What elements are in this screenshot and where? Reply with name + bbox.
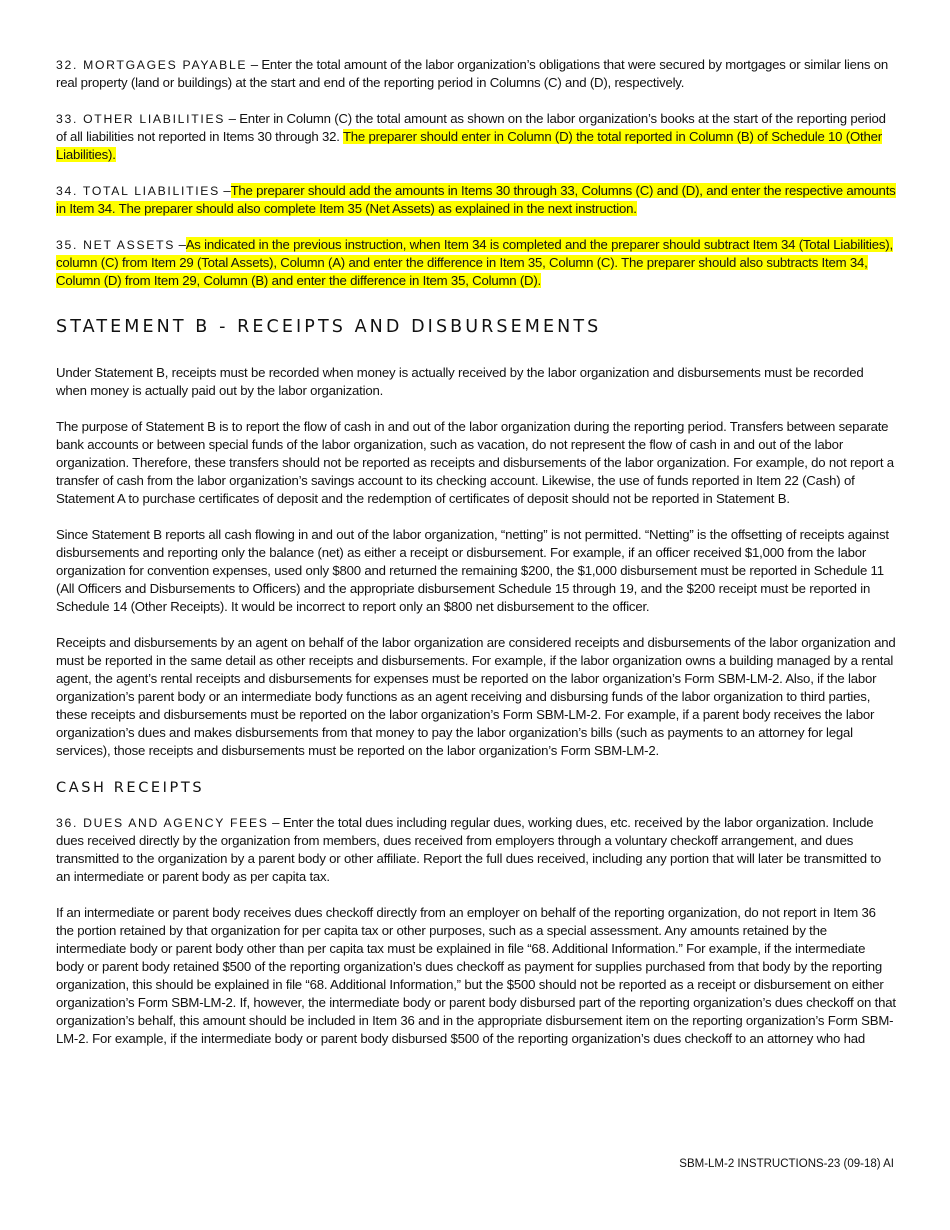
item-33-text: – Enter in Column (C) the total amount as shown on the labor organization’s books at the start of the reporting period of all liabilities not reported in Items 30 through 32. [56, 111, 886, 144]
statement-b-paragraph: Receipts and disbursements by an agent on behalf of the labor organization are considered receipts and disbursements of the labor organization and must be reported in the same detail as other receipts and disbursements. For example, if the labor organization owns a building managed by a rental agent, the agent’s rental receipts and disbursements for expenses must be reported on the labor organization’s Form SBM-LM-2. Also, if the labor organization’s parent body or an intermediate body functions as an agent receiving and disbursing funds of the labor organization to third parties, these receipts and disbursements must be reported on the labor organization’s Form SBM-LM-2. For example, if a parent body receives the labor organization’s dues and makes disbursements from that money to pay the labor organization’s bills (such as payments to an attorney for legal services), those receipts and disbursements must be reported on the labor organization’s Form SBM-LM-2. [56, 635, 896, 758]
item-34-highlight: The preparer should add the amounts in Items 30 through 33, Columns (C) and (D), and enter the respective amounts in Item 34. The preparer should also complete Item 35 (Net Assets) as explained in the next instruction. [56, 183, 896, 216]
item-36 [56, 814, 896, 886]
item-32 [56, 56, 896, 92]
item-35-label: 35. NET ASSETS [56, 238, 176, 252]
item-32-text: – Enter the total amount of the labor organization’s obligations that were secured by mortgages or similar liens on real property (land or buildings) at the start and end of the reporting period in Columns (C) and (D), respectively. [56, 57, 888, 90]
cash-receipts-paragraph: If an intermediate or parent body receives dues checkoff directly from an employer on behalf of the reporting organization, do not report in Item 36 the portion retained by that organization for per capita tax or other purposes, such as a special assessment. Any amounts retained by the intermediate body or parent body other than per capita tax must be explained in file “68. Additional Information.” For example, if the intermediate body or parent body retained $500 of the reporting organization’s dues checkoff as payment for supplies purchased from that body by the reporting organization, this should be explained in file “68. Additional Information,” but the $500 should not be reported as a receipt or disbursement on either organization’s Form SBM-LM-2. If, however, the intermediate body or parent body disbursed part of the reporting organization’s dues checkoff on that organization’s behalf, this amount should be included in Item 36 and in the appropriate disbursement item on the reporting organization’s Form SBM-LM-2. For example, if the intermediate body or parent body disbursed $500 of the reporting organization’s dues checkoff to an attorney who had [56, 905, 896, 1046]
item-35 [56, 236, 896, 290]
item-36-text: – Enter the total dues including regular dues, working dues, etc. received by the labor organization. Include dues received directly by the organization from members, dues received from employers through a voluntary checkoff arrangement, and dues transmitted to the organization by a parent body or other affiliate. Report the full dues received, including any portion that will later be transmitted to an intermediate or parent body as per capita tax. [56, 815, 881, 884]
item-34 [56, 182, 896, 218]
item-33-highlight: The preparer should enter in Column (D) the total reported in Column (B) of Schedule 10 (Other Liabilities). [56, 129, 882, 162]
item-32-label: 32. MORTGAGES PAYABLE [56, 58, 248, 72]
item-34-dash: – [223, 183, 231, 198]
cash-receipts-heading: CASH RECEIPTS [56, 780, 205, 796]
statement-b-paragraph: Since Statement B reports all cash flowing in and out of the labor organization, “netting” is not permitted. “Netting” is the offsetting of receipts against disbursements and reporting only the balance (net) as either a receipt or disbursement. For example, if an officer received $1,000 from the labor organization for convention expenses, used only $800 and returned the remaining $200, the $1,000 disbursement must be reported in Schedule 11 (All Officers and Disbursements to Officers) and the appropriate disbursement Schedule 15 through 19, and the $200 receipt must be reported in Schedule 14 (Other Receipts). It would be incorrect to report only an $800 net disbursement to the officer. [56, 527, 889, 614]
item-33 [56, 110, 896, 164]
statement-b-paragraph: The purpose of Statement B is to report the flow of cash in and out of the labor organization during the reporting period. Transfers between separate bank accounts or between special funds of the labor organization, such as vacation, do not represent the flow of cash in and out of the labor organization. Therefore, these transfers should not be reported as receipts and disbursements of the labor organization. For example, do not report a transfer of cash from the labor organization’s savings account to its checking account. Likewise, the use of funds reported in Item 22 (Cash) of Statement A to purchase certificates of deposit and the redemption of certificates of deposit should not be reported in Statement B. [56, 419, 894, 506]
statement-b-paragraph: Under Statement B, receipts must be recorded when money is actually received by the labor organization and disbursements must be recorded when money is actually paid out by the labor organization. [56, 365, 864, 398]
document-page [56, 56, 896, 1066]
item-35-highlight: As indicated in the previous instruction, when Item 34 is completed and the preparer should subtract Item 34 (Total Liabilities), column (C) from Item 29 (Total Assets), Column (A) and enter the difference in Item 35, Column (C). The preparer should also subtracts Item 34, Column (D) from Item 29, Column (B) and enter the difference in Item 35, Column (D). [56, 237, 893, 288]
page-footer: SBM-LM-2 INSTRUCTIONS-23 (09-18) AI [679, 1158, 894, 1170]
item-34-label: 34. TOTAL LIABILITIES [56, 184, 220, 198]
item-36-label: 36. DUES AND AGENCY FEES [56, 816, 269, 830]
item-33-label: 33. OTHER LIABILITIES [56, 112, 226, 126]
item-35-dash: – [178, 237, 186, 252]
statement-b-heading: STATEMENT B - RECEIPTS AND DISBURSEMENTS [56, 317, 602, 337]
